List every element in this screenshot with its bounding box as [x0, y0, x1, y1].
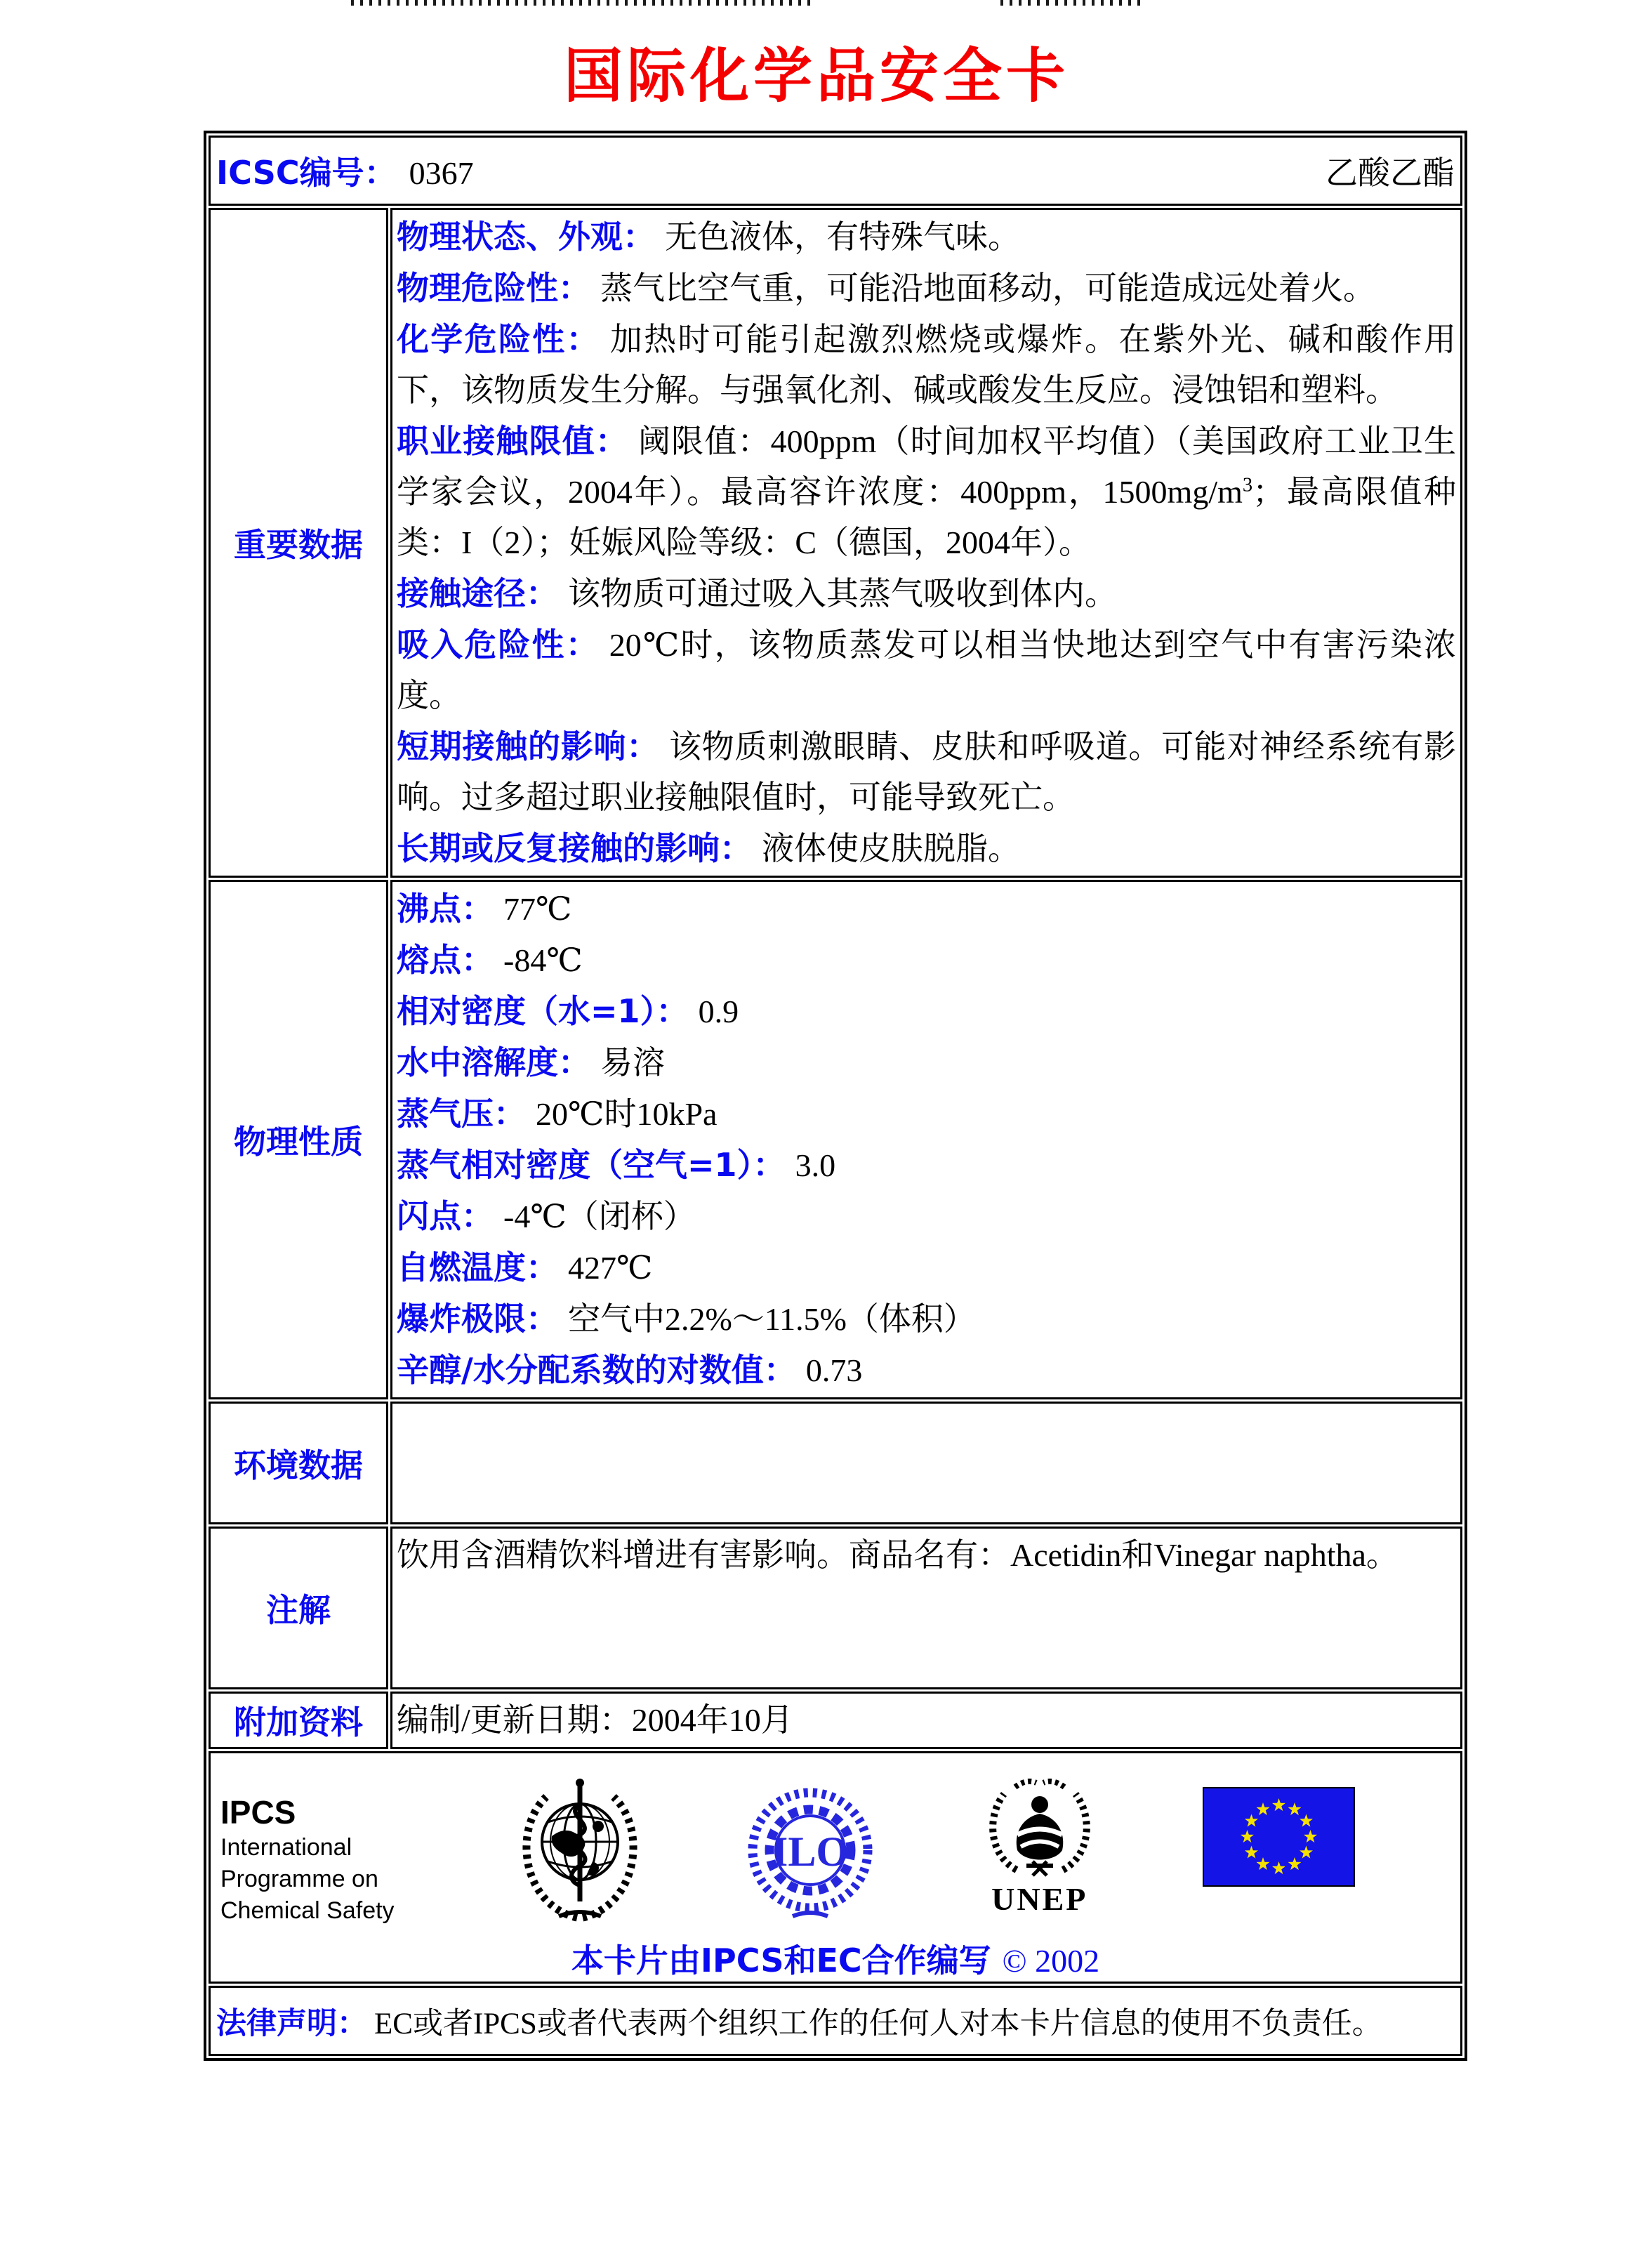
important-item: [397, 416, 1456, 568]
ilo-emblem-icon: [743, 1781, 877, 1925]
credit-text: 本卡片由IPCS和EC合作编写: [571, 1941, 991, 1979]
field-label: 物理危险性：: [397, 269, 590, 307]
section-label-additional-info: 附加资料: [234, 1703, 363, 1741]
unep-logo-block: [970, 1772, 1110, 1917]
property-row: [397, 1293, 1456, 1345]
property-label: 蒸气相对密度（空气=1）：: [397, 1146, 786, 1184]
important-item: [397, 568, 1456, 619]
property-value: 空气中2.2%～11.5%（体积）: [568, 1301, 976, 1337]
chemical-name: 乙酸乙酯: [1325, 155, 1455, 191]
ipcs-subtitle: International: [220, 1834, 352, 1861]
property-value: 0.9: [698, 994, 739, 1029]
field-label: 化学危险性：: [397, 320, 600, 358]
field-label: 长期或反复接触的影响：: [397, 829, 752, 867]
legal-label: 法律声明：: [216, 2005, 367, 2041]
property-label: 辛醇/水分配系数的对数值：: [397, 1351, 796, 1389]
section-label-environmental-data: 环境数据: [234, 1446, 363, 1484]
notes-row: [209, 1527, 1462, 1689]
additional-info-text: 编制/更新日期：2004年10月: [397, 1702, 793, 1738]
important-item: [397, 619, 1456, 721]
field-value: 该物质刺激眼睛、皮肤和呼吸道。可能对神经系统有影响。过多超过职业接触限值时，可能导致死亡。: [397, 729, 1457, 815]
field-label: 物理状态、外观：: [397, 218, 655, 256]
field-label: 职业接触限值：: [397, 422, 629, 460]
field-value: 液体使皮肤脱脂。: [762, 831, 1020, 866]
important-data-content: [390, 208, 1462, 878]
important-item: [397, 314, 1456, 416]
property-value: 3.0: [795, 1147, 836, 1183]
logos-row: [209, 1751, 1462, 1984]
field-value: 无色液体，有特殊气味。: [665, 219, 1020, 255]
property-value: 20℃时10kPa: [536, 1096, 718, 1132]
ipcs-text-block: [220, 1772, 417, 1927]
field-value: 20℃时，该物质蒸发可以相当快地达到空气中有害污染浓度。: [397, 627, 1457, 713]
clipped-text-fragment: [351, 0, 814, 6]
property-label: 熔点：: [397, 941, 494, 979]
icsc-number-value: 0367: [409, 155, 474, 191]
important-data-row: [209, 208, 1462, 878]
clipped-text-fragment: [1000, 0, 1144, 6]
property-row: [397, 1088, 1456, 1140]
property-value: 77℃: [503, 891, 572, 927]
section-label-important-data: 重要数据: [234, 526, 363, 564]
property-label: 水中溶解度：: [397, 1043, 590, 1081]
section-label-physical-properties: 物理性质: [234, 1123, 363, 1161]
legal-text: EC或者IPCS或者代表两个组织工作的任何人对本卡片信息的使用不负责任。: [374, 2007, 1382, 2040]
field-label: 短期接触的影响：: [397, 727, 659, 765]
property-value: 427℃: [568, 1250, 653, 1286]
icsc-number-label: ICSC编号：: [216, 154, 397, 192]
unep-emblem-icon: [973, 1772, 1106, 1878]
property-row: [397, 1037, 1456, 1088]
important-item: [397, 263, 1456, 314]
important-item: [397, 211, 1456, 263]
ipcs-subtitle: Programme on: [220, 1866, 378, 1892]
property-row: [397, 883, 1456, 935]
property-label: 闪点：: [397, 1197, 494, 1235]
property-label: 爆炸极限：: [397, 1300, 558, 1338]
physical-properties-row: [209, 880, 1462, 1399]
property-label: 相对密度（水=1）：: [397, 992, 689, 1030]
property-label: 沸点：: [397, 890, 494, 928]
page-title: 国际化学品安全卡: [563, 44, 1069, 110]
property-value: 0.73: [805, 1352, 863, 1388]
important-item: [397, 823, 1456, 874]
field-label: 吸入危险性：: [397, 626, 600, 664]
notes-content: [390, 1527, 1462, 1689]
icsc-number-field: [216, 147, 474, 194]
property-row: [397, 1242, 1456, 1293]
who-emblem-icon: [510, 1772, 650, 1931]
header-row: [209, 136, 1462, 206]
notes-text: 饮用含酒精饮料增进有害影响。商品名有：Acetidin和Vinegar naphtha。: [397, 1537, 1399, 1573]
additional-info-row: [209, 1692, 1462, 1749]
property-row: [397, 1140, 1456, 1191]
property-value: -4℃（闭杯）: [503, 1199, 696, 1234]
unep-caption: UNEP: [991, 1881, 1088, 1917]
legal-row: [209, 1986, 1462, 2056]
icsc-card-table: [204, 131, 1467, 2061]
property-label: 自燃温度：: [397, 1248, 558, 1286]
ipcs-heading: IPCS: [220, 1794, 296, 1831]
credit-line: [211, 1935, 1460, 1982]
ipcs-subtitle: Chemical Safety: [220, 1897, 395, 1924]
environmental-data-content: [390, 1402, 1462, 1524]
field-value: 阈限值：400ppm（时间加权平均值）（美国政府工业卫生学家会议，2004年）。最高容许浓度：400ppm，$1500mg/m^3$；最高限值种类：I（2）；妊娠风险等级：C（德国，2004年）。: [397, 423, 1457, 560]
additional-info-content: [390, 1692, 1462, 1749]
superscript: 3: [1242, 474, 1253, 496]
property-row: [397, 1191, 1456, 1242]
property-value: -84℃: [503, 942, 583, 978]
field-value: 加热时可能引起激烈燃烧或爆炸。在紫外光、碱和酸作用下，该物质发生分解。与强氧化剂、碱或酸发生反应。浸蚀铝和塑料。: [397, 322, 1457, 408]
important-item: [397, 721, 1456, 823]
environmental-data-row: [209, 1402, 1462, 1524]
field-value: 该物质可通过吸入其蒸气吸收到体内。: [568, 576, 1117, 612]
property-row: [397, 1345, 1456, 1396]
field-label: 接触途径：: [397, 574, 558, 612]
property-row: [397, 935, 1456, 986]
ilo-letters: ILO: [771, 1828, 849, 1875]
section-label-notes: 注解: [266, 1591, 331, 1629]
property-label: 蒸气压：: [397, 1095, 526, 1133]
eu-flag-icon: [1203, 1787, 1355, 1890]
property-row: [397, 986, 1456, 1037]
physical-properties-content: [390, 880, 1462, 1399]
field-value: 蒸气比空气重，可能沿地面移动，可能造成远处着火。: [600, 270, 1375, 306]
property-value: 易溶: [600, 1045, 665, 1081]
credit-year: © 2002: [1002, 1943, 1100, 1979]
